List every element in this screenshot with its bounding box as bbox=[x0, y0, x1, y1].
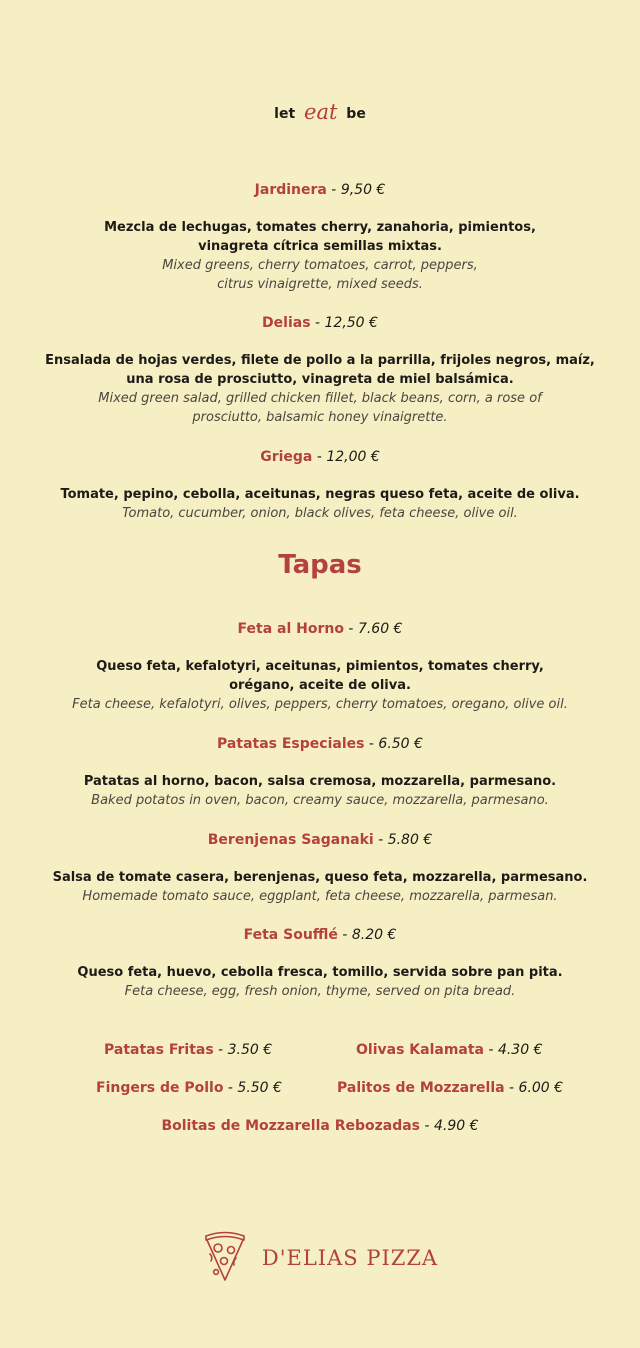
dish-name: Patatas Fritas bbox=[104, 1042, 214, 1058]
menu-item-heading bbox=[0, 830, 640, 850]
description-es: Queso feta, kefalotyri, aceitunas, pimientos, tomates cherry, bbox=[96, 659, 544, 674]
dish-name: Patatas Especiales bbox=[217, 736, 365, 752]
dish-description bbox=[0, 218, 640, 294]
dish-name: Jardinera bbox=[254, 182, 327, 198]
separator: - bbox=[504, 1080, 519, 1096]
menu-item-heading bbox=[0, 1116, 640, 1136]
brand-tagline bbox=[0, 99, 640, 123]
description-en: Mixed greens, cherry tomatoes, carrot, peppers, bbox=[162, 258, 478, 273]
dish-name: Delias bbox=[262, 315, 311, 331]
tagline-right: be bbox=[346, 106, 366, 122]
dish-price: 9,50 € bbox=[340, 182, 386, 198]
dish-price: 12,00 € bbox=[326, 449, 380, 465]
dish-name: Bolitas de Mozzarella Rebozadas bbox=[161, 1118, 421, 1134]
separator: - bbox=[364, 736, 379, 752]
description-es: Salsa de tomate casera, berenjenas, queso feta, mozzarella, parmesano. bbox=[52, 870, 588, 885]
separator: - bbox=[310, 315, 325, 331]
menu-item bbox=[0, 734, 640, 810]
description-en: Tomato, cucumber, onion, black olives, feta cheese, olive oil. bbox=[122, 506, 518, 521]
dish-price: 4.30 € bbox=[497, 1042, 543, 1058]
separator: - bbox=[484, 1042, 498, 1058]
dish-name: Berenjenas Saganaki bbox=[207, 832, 374, 848]
description-en: Baked potatos in oven, bacon, creamy sauce, mozzarella, parmesano. bbox=[91, 793, 549, 808]
menu-item bbox=[0, 619, 640, 714]
description-en: citrus vinaigrette, mixed seeds. bbox=[217, 277, 423, 292]
separator: - bbox=[343, 621, 358, 637]
description-en: Feta cheese, egg, fresh onion, thyme, served on pita bread. bbox=[124, 984, 516, 999]
extra-item bbox=[356, 1040, 542, 1060]
description-es: Patatas al horno, bacon, salsa cremosa, mozzarella, parmesano. bbox=[83, 774, 557, 789]
separator: - bbox=[337, 927, 352, 943]
dish-price: 4.90 € bbox=[433, 1118, 479, 1134]
description-es: vinagreta cítrica semillas mixtas. bbox=[198, 239, 442, 254]
dish-name: Feta Soufflé bbox=[243, 927, 338, 943]
menu-item-heading bbox=[0, 734, 640, 754]
menu-item-heading bbox=[0, 313, 640, 333]
menu-item bbox=[0, 447, 640, 523]
extra-item bbox=[0, 1116, 640, 1136]
description-es: orégano, aceite de oliva. bbox=[229, 678, 411, 693]
extra-item bbox=[337, 1078, 563, 1098]
dish-name: Palitos de Mozzarella bbox=[337, 1080, 505, 1096]
dish-name: Feta al Horno bbox=[237, 621, 344, 637]
dish-price: 6.50 € bbox=[378, 736, 423, 752]
menu-item bbox=[0, 925, 640, 1001]
menu-item-heading bbox=[0, 925, 640, 945]
description-es: Queso feta, huevo, cebolla fresca, tomillo, servida sobre pan pita. bbox=[77, 965, 563, 980]
dish-description bbox=[0, 351, 640, 427]
description-en: Mixed green salad, grilled chicken fillet, black beans, corn, a rose of bbox=[98, 391, 542, 406]
tagline-left: let bbox=[274, 106, 296, 122]
dish-price: 8.20 € bbox=[351, 927, 397, 943]
separator: - bbox=[373, 832, 388, 848]
dish-description bbox=[0, 868, 640, 906]
section-title-tapas: Tapas bbox=[278, 550, 362, 580]
menu-item-heading bbox=[0, 180, 640, 200]
description-es: una rosa de prosciutto, vinagreta de miel balsámica. bbox=[126, 372, 514, 387]
menu-item bbox=[0, 830, 640, 906]
menu-item-heading bbox=[0, 619, 640, 639]
dish-description bbox=[0, 485, 640, 523]
extra-item bbox=[104, 1040, 272, 1060]
tagline-script: eat bbox=[304, 100, 338, 124]
separator: - bbox=[420, 1118, 434, 1134]
dish-name: Olivas Kalamata bbox=[356, 1042, 484, 1058]
dish-price: 7.60 € bbox=[357, 621, 403, 637]
restaurant-name: D'ELIAS PIZZA bbox=[261, 1246, 439, 1270]
description-es: Tomate, pepino, cebolla, aceitunas, negras queso feta, aceite de oliva. bbox=[60, 487, 580, 502]
menu-item bbox=[0, 313, 640, 427]
description-en: Homemade tomato sauce, eggplant, feta cheese, mozzarella, parmesan. bbox=[82, 889, 558, 904]
footer-logo bbox=[0, 1228, 640, 1288]
menu-item-heading bbox=[0, 447, 640, 467]
dish-description bbox=[0, 772, 640, 810]
separator: - bbox=[223, 1080, 238, 1096]
dish-name: Fingers de Pollo bbox=[96, 1080, 224, 1096]
pizza-slice-icon bbox=[202, 1228, 248, 1288]
dish-description bbox=[0, 963, 640, 1001]
separator: - bbox=[326, 182, 341, 198]
description-es: Ensalada de hojas verdes, filete de pollo a la parrilla, frijoles negros, maíz, bbox=[45, 353, 595, 368]
extra-item bbox=[96, 1078, 282, 1098]
dish-price: 5.80 € bbox=[387, 832, 433, 848]
dish-price: 12,50 € bbox=[324, 315, 378, 331]
dish-price: 6.00 € bbox=[518, 1080, 564, 1096]
dish-price: 5.50 € bbox=[237, 1080, 282, 1096]
dish-price: 3.50 € bbox=[227, 1042, 273, 1058]
description-es: Mezcla de lechugas, tomates cherry, zanahoria, pimientos, bbox=[104, 220, 536, 235]
separator: - bbox=[213, 1042, 228, 1058]
description-en: Feta cheese, kefalotyri, olives, peppers, cherry tomatoes, oregano, olive oil. bbox=[72, 697, 568, 712]
separator: - bbox=[312, 449, 327, 465]
dish-name: Griega bbox=[260, 449, 313, 465]
dish-description bbox=[0, 657, 640, 714]
menu-item bbox=[0, 180, 640, 294]
description-en: prosciutto, balsamic honey vinaigrette. bbox=[192, 410, 448, 425]
